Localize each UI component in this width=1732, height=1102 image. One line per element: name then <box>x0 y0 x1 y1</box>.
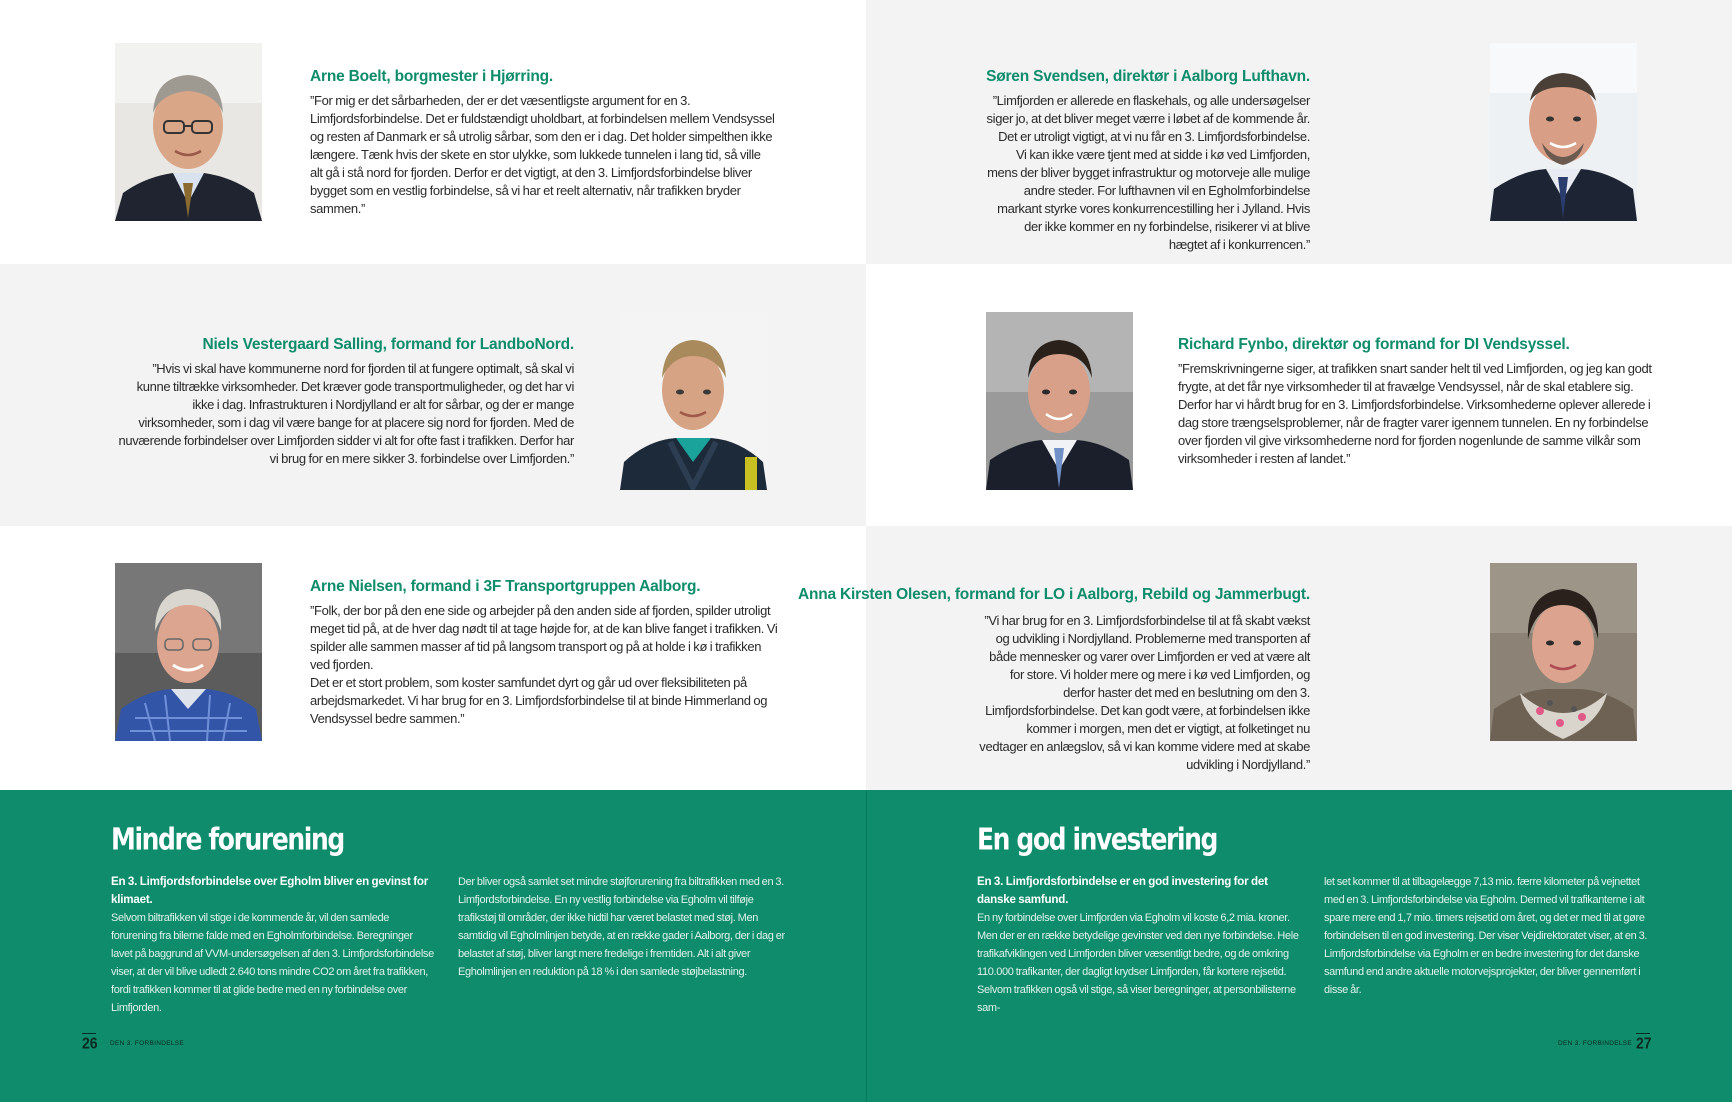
section-body-left-1: Selvom biltrafikken vil stige i de kommende år, vil den samlede forurening fra bilerne falde med en Egholmforbindelse. Beregninger lavet på baggrund af VVM-undersøgelsen af den 3. Limfjordsforbindelse viser, at der vil blive udledt 2.640 tons mindre CO2 om året fra trafikken, fordi trafikken kommer til at glide bedre med en ny forbindelse over Limfjorden. <box>111 912 434 1014</box>
quote-text-3-para2: Det er et stort problem, som koster samfundet dyrt og går ud over fleksibiliteten på arbejdsmarkedet. Vi har brug for en 3. Limfjordsforbindelse til at binde Himmerland og Vendsyssel bedre sammen.” <box>310 675 768 726</box>
section-heading-left: Mindre forurening <box>111 822 344 857</box>
quote-name-r2: Richard Fynbo, direktør og formand for DI Vendsyssel. <box>1178 336 1570 353</box>
section-col1-left <box>111 873 435 1017</box>
portrait-richard-fynbo <box>986 312 1133 490</box>
quote-text-3-para1: ”Folk, der bor på den ene side og arbejder på den anden side af fjorden, spilder utroligt meget tid på, at de hver dag nødt til at tage højde for, at de kan blive fanget i trafikken. Vi spilder alle sammen masser af tid på langsom transport og på at holde i kø i trafikken ved fjorden. <box>310 603 778 672</box>
right-page <box>797 0 1732 1102</box>
page-number-right: 27 <box>1636 1034 1652 1052</box>
running-head-right: DEN 3. FORBINDELSE <box>1558 1040 1633 1047</box>
portrait-arne-nielsen <box>115 563 262 741</box>
section-col1-right <box>977 873 1303 1017</box>
quote-name-r1: Søren Svendsen, direktør i Aalborg Lufthavn. <box>986 68 1310 85</box>
section-lead-right: En 3. Limfjordsforbindelse er en god investering for det danske samfund. <box>977 875 1268 906</box>
section-body-right-2: let set kommer til at tilbagelægge 7,13 mio. færre kilometer på vejnettet med en 3. Limfjordsforbindelse via Egholm. Dermed vil trafikanterne i alt spare mere end 1,7 mio. timers rejsetid om året, og det er med til at gøre forbindelsen til en god investering. Der viser Vejdirektoratet viser, at en 3. Limfjordsforbindelse via Egholm er en bedre investering for det danske samfund end andre aktuelle motorvejsprojekter, der bliver gennemført i disse år. <box>1324 876 1648 996</box>
running-head-left: DEN 3. FORBINDELSE <box>110 1040 185 1047</box>
quote-text-3 <box>310 602 780 728</box>
quote-text-1: ”For mig er det sårbarheden, der er det væsentligste argument for en 3. Limfjordsforbindelse. Det er fuldstændigt uholdbart, at forbindelsen mellem Vendsyssel og resten af Danmark er så utrolig sårbar, som den er i dag. Det holder simpelthen ikke længere. Tænk hvis der skete en stor ulykke, som lukkede tunnelen i lang tid, så ville alt gå i stå nord for fjorden. Derfor er det vigtigt, at den 3. Limfjordsforbindelse bliver bygget som en vestlig forbindelse, så vi har et reelt alternativ, når trafikken bryder sammen.” <box>310 93 775 216</box>
spread-gutter <box>866 790 867 1102</box>
portrait-anna-kirsten-olesen <box>1490 563 1637 741</box>
section-col2-left <box>458 873 786 981</box>
quote-name-2: Niels Vestergaard Salling, formand for LandboNord. <box>202 336 574 353</box>
portrait-niels-salling <box>620 312 767 490</box>
quote-name-1: Arne Boelt, borgmester i Hjørring. <box>310 68 553 85</box>
portrait-arne-boelt <box>115 43 262 221</box>
quote-text-r2: ”Fremskrivningerne siger, at trafikken snart sander helt til ved Limfjorden, og jeg kan godt frygte, at det får nye virksomheder til at fravælge Vendsyssel, når de skal etablere sig. Derfor har vi hårdt brug for en 3. Limfjordsforbindelse. Virksomhederne oplever allerede i dag store trængselsproblemer, når de fragter varer igennem tunnelen. En ny forbindelse over fjorden vil give virksomhederne nord for fjorden nogenlunde de samme vilkår som virksomheder i resten af landet.” <box>1178 361 1652 466</box>
section-col2-right <box>1324 873 1652 999</box>
quote-name-3: Arne Nielsen, formand i 3F Transportgruppen Aalborg. <box>310 578 701 595</box>
page-number-left: 26 <box>82 1034 98 1052</box>
quote-text-r1: ”Limfjorden er allerede en flaskehals, og alle undersøgelser siger jo, at det bliver meget værre i løbet af de kommende år. Det er utroligt vigtigt, at vi nu får en 3. Limfjordsforbindelse. Vi kan ikke være tjent med at sidde i kø ved Limfjorden, mens der bliver bygget infrastruktur og motorveje alle mulige andre steder. For lufthavnen vil en Egholmforbindelse markant styrke vores konkurrencestilling her i Jylland. Hvis der ikke kommer en ny forbindelse, risikerer vi at blive hægtet af i konkurrencen.” <box>986 93 1310 252</box>
quote-name-r3: Anna Kirsten Olesen, formand for LO i Aalborg, Rebild og Jammerbugt. <box>797 586 1310 603</box>
portrait-soren-svendsen <box>1490 43 1637 221</box>
section-lead-left: En 3. Limfjordsforbindelse over Egholm bliver en gevinst for klimaet. <box>111 875 429 906</box>
quote-text-r3: ”Vi har brug for en 3. Limfjordsforbindelse til at få skabt vækst og udvikling i Nordjylland. Problemerne med transporten af både mennesker og varer over Limfjorden er ved at være alt for store. Vi holder mere og mere i kø ved Limfjorden, og derfor haster det med en beslutning om den 3. Limfjordsforbindelse. Det kan godt være, at forbindelsen ikke kommer i morgen, men det er vigtigt, at folketinget nu vedtager en anlægslov, så vi kan komme videre med at skabe udvikling i Nordjylland.” <box>979 613 1310 772</box>
section-body-left-2: Der bliver også samlet set mindre støjforurening fra biltrafikken med en 3. Limfjordsforbindelse. En ny vestlig forbindelse via Egholm vil tilføje trafikstøj til områder, der ikke hidtil har været belastet med støj. Men samtidig vil Egholmlinjen betyde, at en række gader i Aalborg, der i dag er belastet af støj, bliver langt mere fredelige i fremtiden. Alt i alt giver Egholmlinjen en reduktion på 18 % i den samlede støjbelastning. <box>458 876 785 978</box>
section-body-right-1: En ny forbindelse over Limfjorden via Egholm vil koste 6,2 mia. kroner. Men der er en række betydelige gevinster ved den nye forbindelse. Hele trafikafviklingen ved Limfjorden bliver væsentligt bedre, og de omkring 110.000 trafikanter, der dagligt krydser Limfjorden, får kortere rejsetid. Selvom trafikken også vil stige, så viser beregninger, at personbilisterne sam- <box>977 912 1299 1014</box>
section-heading-right: En god investering <box>977 822 1218 857</box>
quote-text-2: ”Hvis vi skal have kommunerne nord for fjorden til at fungere optimalt, så skal vi kunne tiltrække virksomheder. Det kræver gode transportmuligheder, og det har vi ikke i dag. Infrastrukturen i Nordjylland er alt for sårbar, og der er mange virksomheder, som i dag vil være bange for at placere sig nord for fjorden. Med de nuværende forbindelser over Limfjorden sidder vi alt for ofte fast i trafikken. Derfor har vi brug for en mere sikker 3. forbindelse over Limfjorden.” <box>118 361 574 466</box>
